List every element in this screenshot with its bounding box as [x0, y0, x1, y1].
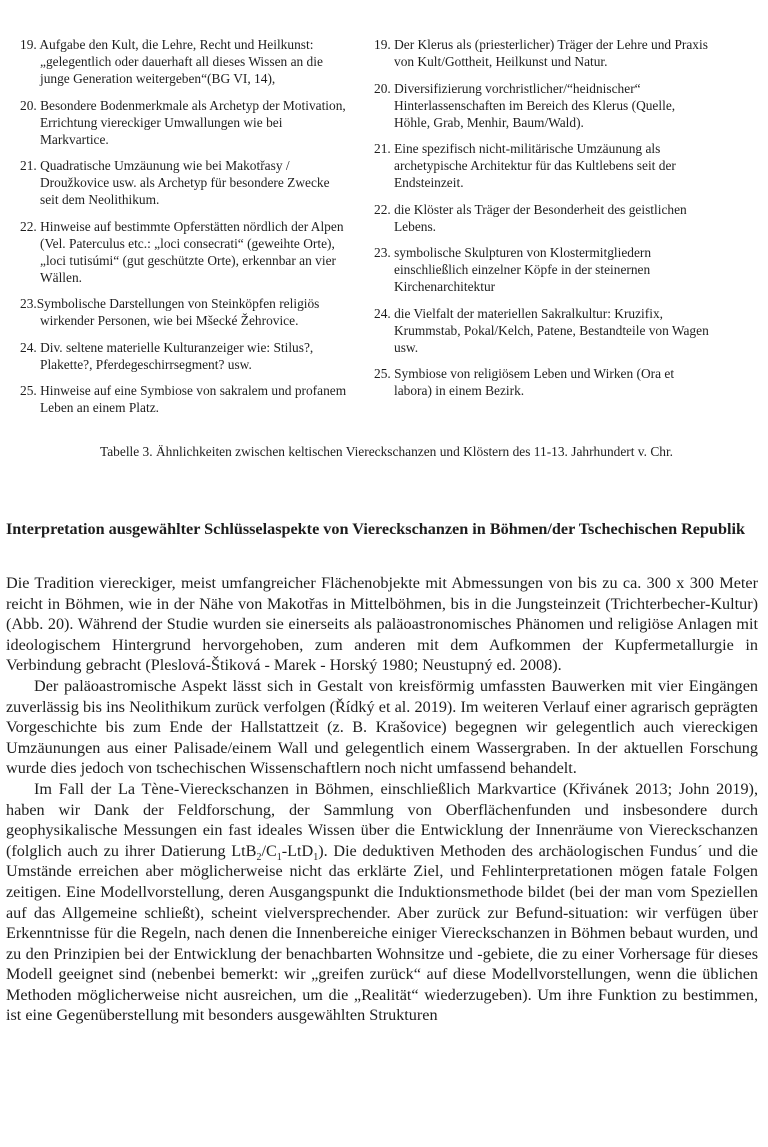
paragraph-1: Die Tradition viereckiger, meist umfangreicher Flächenobjekte mit Abmessungen von bis zu ca. 300 x 300 Meter reicht in Böhmen, wie in der Nähe von Makotřas in Mittelböhmen, bis in die Jungsteinzeit (Trichterbecher-Kultur) (Abb. 20). Während der Studie wurden sie einerseits als paläoastronomisches Phänomen und religiöse Anlagen mit ideologischem Hintergrund hervorgehoben, zum anderen mit dem Aufkommen der Kupfermetallurgie in Verbindung gebracht (Pleslová-Štiková - Marek - Horský 1980; Neustupný ed. 2008). [6, 574, 758, 675]
subscript-1a: 1 [276, 851, 282, 863]
subscript-2: 2 [256, 851, 262, 863]
dating-ltd: -LtD [281, 841, 314, 860]
table-item-celtic-22: 22. Hinweise auf bestimmte Opferstätten nördlich der Alpen (Vel. Paterculus etc.: „loci consecrati“ (geweihte Orte), „loci tutisúmi“ (gut geschützte Orte), erkennbar an vier Wällen. [20, 218, 344, 285]
table-caption: Tabelle 3. Ähnlichkeiten zwischen keltischen Viereckschanzen und Klöstern des 11-13. Jahrhundert v. Chr. [100, 444, 674, 459]
dating-c: /C [261, 841, 277, 860]
table-right-column [374, 36, 714, 409]
table-item-celtic-19: 19. Aufgabe den Kult, die Lehre, Recht und Heilkunst: „gelegentlich oder dauerhaft all dieses Wissen an die junge Generation weitergeben“(BG VI, 14), [20, 37, 323, 86]
table-item-monastery-22: 22. die Klöster als Träger der Besonderheit des geistlichen Lebens. [374, 201, 687, 234]
table-item-celtic-21: 21. Quadratische Umzäunung wie bei Makotřasy / Droužkovice usw. als Archetyp für besondere Zwecke seit dem Neolithikum. [20, 158, 330, 207]
table-item-monastery-19: 19. Der Klerus als (priesterlicher) Träger der Lehre und Praxis von Kult/Gottheit, Heilkunst und Natur. [374, 37, 708, 69]
table-item-monastery-25: 25. Symbiose von religiösem Leben und Wirken (Ora et labora) in einem Bezirk. [374, 366, 675, 398]
table-item-monastery-21: 21. Eine spezifisch nicht-militärische Umzäunung als archetypische Architektur für das Kultlebens seit der Endsteinzeit. [374, 141, 676, 190]
paragraph-2: Der paläoastromische Aspekt lässt sich in Gestalt von kreisförmig umfassten Bauwerken mit vier Eingängen zuverlässig bis ins Neolithikum zurück verfolgen (Řídký et al. 2019). Im weiteren Verlauf einer agrarisch geprägten Vorgeschichte bis zum Ende der Hallstattzeit (z. B. Krašovice) begegnen wir gelegentlich auch viereckigen Umzäunungen aus einer Palisade/einem Wall und gelegentlich einem Wassergraben. In der aktuellen Forschung wurde dies jedoch von tschechischen Wissenschaftlern noch nicht umfassend behandelt. [6, 676, 758, 778]
paragraph-3-end: ). Die deduktiven Methoden des archäologischen Fundus´ und die Umstände erreichen aber möglicherweise nicht das erklärte Ziel, und Fehlinterpretationen mögen fatale Folgen zeitigen. Eine Modellvorstellung, deren Ausgangspunkt die Induktionsmethode bildet (bei der man vom Speziellen auf das Allgemeine schließt), scheint vielversprechender. Aber zurück zur Befund-situation: wir verfügen über Erkenntnisse für die Regeln, nach denen die Innenbereiche einiger Viereckschanzen in Böhmen bebaut wurden, und zu den Prinzipien bei der Entwicklung der benachbarten Wohnsitze und -gebiete, die zu einer Vorhersage für dieses Modell geeignet sind (nebenbei bemerkt: wir „greifen zurück“ auf diese Modellvorstellungen, wenn die üblichen Methoden möglicherweise nicht ausreichen, um die „Realität“ wiederzugeben). Um ihre Funktion zu bestimmen, ist eine Gegenüberstellung mit besonders ausgewählten Strukturen [6, 841, 758, 1025]
table-left-column [20, 36, 350, 426]
table-item-celtic-23: 23.Symbolische Darstellungen von Steinköpfen religiös wirkender Personen, wie bei Mšecké Žehrovice. [20, 296, 320, 328]
body-text [6, 573, 758, 1026]
table-item-monastery-23: 23. symbolische Skulpturen von Klostermitgliedern einschließlich einzelner Köpfe in der steinernen Kirchenarchitektur [374, 245, 652, 294]
subscript-1b: 1 [313, 851, 319, 863]
paragraph-3 [6, 779, 758, 1026]
table-item-celtic-24: 24. Div. seltene materielle Kulturanzeiger wie: Stilus?, Plakette?, Pferdegeschirrsegment? usw. [20, 339, 314, 372]
table-item-monastery-24: 24. die Vielfalt der materiellen Sakralkultur: Kruzifix, Krummstab, Pokal/Kelch, Patene, Bestandteile von Wagen usw. [374, 305, 709, 355]
table-item-monastery-20: 20. Diversifizierung vorchristlicher/“heidnischer“ Hinterlassenschaften im Bereich des Klerus (Quelle, Höhle, Grab, Menhir, Baum/Wald). [374, 80, 676, 130]
table-item-celtic-20: 20. Besondere Bodenmerkmale als Archetyp der Motivation, Errichtung viereckiger Umwallungen wie bei Markvartice. [20, 97, 346, 147]
paragraph-3-start: Im Fall der La Tène-Viereckschanzen in Böhmen, einschließlich Markvartice (Křivánek 2013; John 2019), haben wir Dank der Feldforschung, der Sammlung von Oberflächenfunden und insbesondere durch geophysikalische Messungen ein fast ideales Wissen über die Entwicklung der Innenräume von Viereckschanzen (folglich auch zu ihrer Datierung LtB [6, 779, 758, 860]
table-item-celtic-25: 25. Hinweise auf eine Symbiose von sakralem und profanem Leben an einem Platz. [20, 383, 347, 415]
section-heading: Interpretation ausgewählter Schlüsselaspekte von Viereckschanzen in Böhmen/der Tschechischen Republik [6, 520, 746, 538]
